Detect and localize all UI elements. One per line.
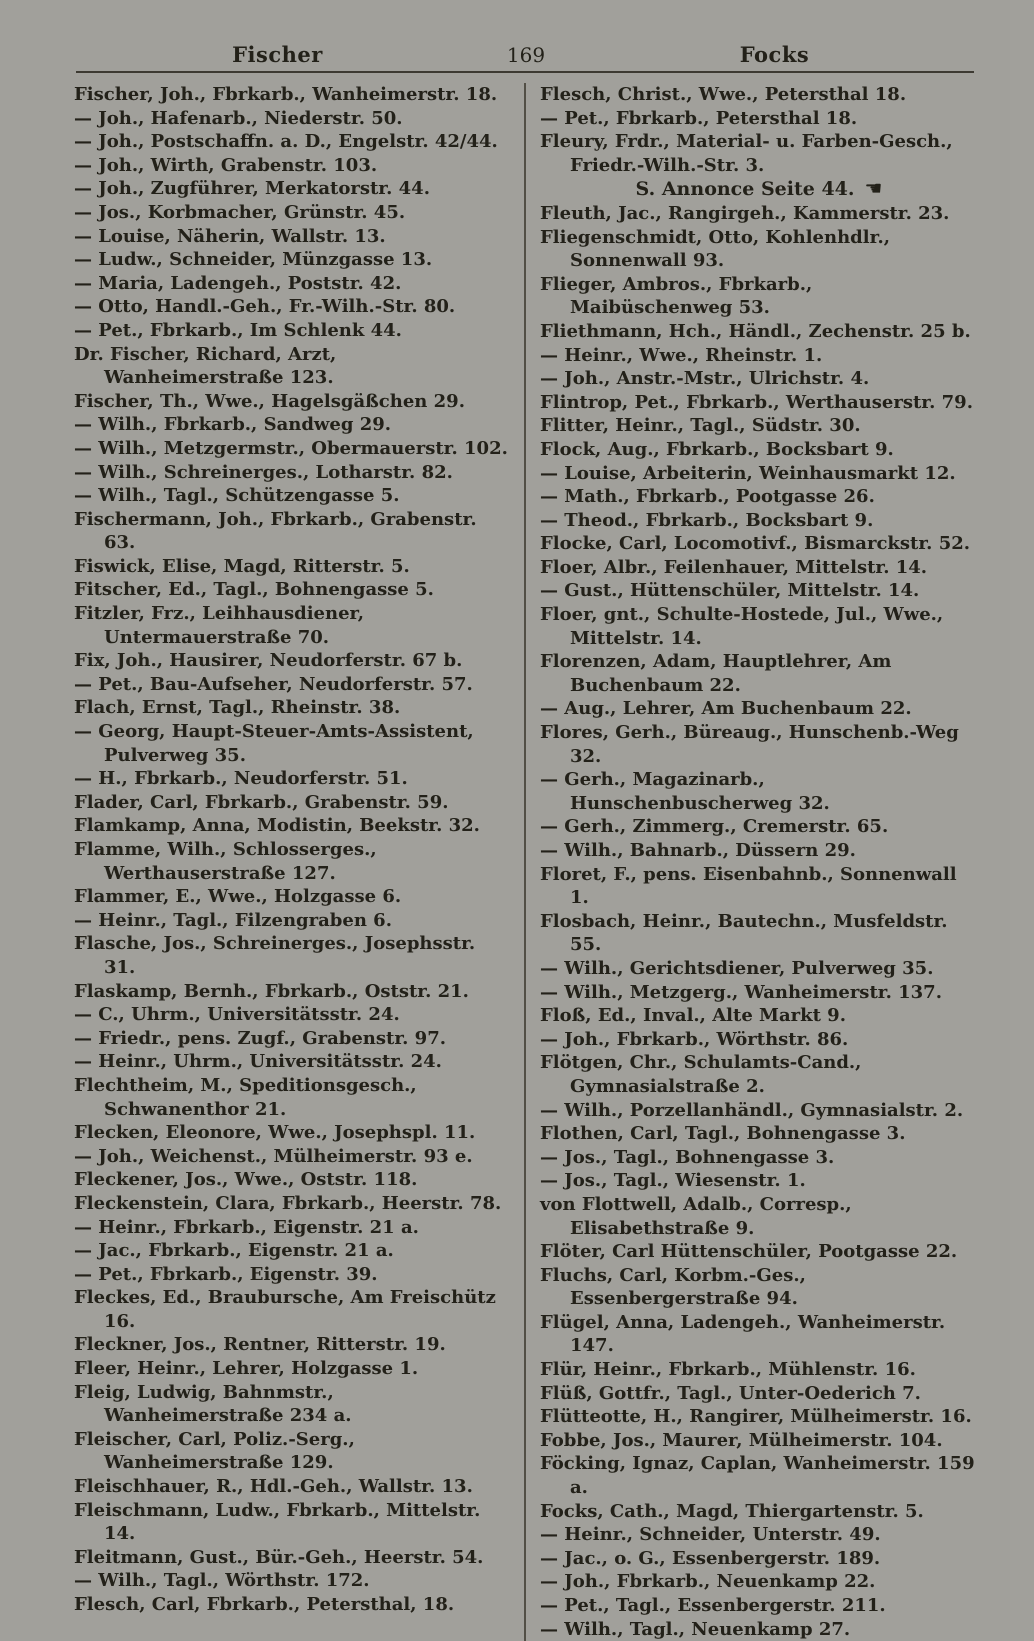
directory-entry bbox=[74, 1428, 512, 1475]
directory-entry bbox=[74, 1499, 512, 1546]
directory-entry bbox=[540, 1358, 978, 1382]
entry-text: — Heinr., Fbrkarb., Eigenstr. 21 a. bbox=[74, 1216, 419, 1238]
entry-text: — Louise, Arbeiterin, Weinhausmarkt 12. bbox=[540, 462, 956, 484]
entry-text: — Louise, Näherin, Wallstr. 13. bbox=[74, 225, 386, 247]
entry-text: — Friedr., pens. Zugf., Grabenstr. 97. bbox=[74, 1027, 446, 1049]
entry-text: Fliegenschmidt, Otto, Kohlenhdlr., Sonnenwall 93. bbox=[540, 226, 890, 272]
directory-column-right bbox=[526, 83, 978, 1641]
directory-entry bbox=[74, 177, 512, 201]
entry-text: Fischer, Joh., Fbrkarb., Wanheimerstr. 18. bbox=[74, 84, 498, 105]
directory-entry bbox=[74, 814, 512, 838]
entry-text: Flür, Heinr., Fbrkarb., Mühlenstr. 16. bbox=[540, 1359, 916, 1381]
entry-text: — Jos., Tagl., Wiesenstr. 1. bbox=[540, 1170, 806, 1192]
entry-text: — Aug., Lehrer, Am Buchenbaum 22. bbox=[540, 698, 912, 720]
entry-text: Flosbach, Heinr., Bautechn., Musfeldstr. 55. bbox=[540, 910, 948, 956]
entry-text: Flock, Aug., Fbrkarb., Bocksbart 9. bbox=[540, 438, 894, 460]
header-rule bbox=[76, 71, 974, 73]
directory-entry bbox=[540, 130, 978, 177]
directory-entry bbox=[540, 839, 978, 863]
directory-entry bbox=[74, 130, 512, 154]
directory-entry bbox=[540, 957, 978, 981]
directory-entry bbox=[540, 83, 978, 107]
directory-entry bbox=[74, 1003, 512, 1027]
entry-text: — Wilh., Tagl., Wörthstr. 172. bbox=[74, 1570, 370, 1592]
entry-text: — Wilh., Tagl., Schützengasse 5. bbox=[74, 485, 400, 507]
directory-entry bbox=[540, 1004, 978, 1028]
directory-entry bbox=[74, 107, 512, 131]
directory-entry bbox=[540, 532, 978, 556]
directory-entry bbox=[74, 508, 512, 555]
directory-entry bbox=[74, 295, 512, 319]
entry-text: — Pet., Bau-Aufseher, Neudorferstr. 57. bbox=[74, 673, 473, 695]
entry-text: Fobbe, Jos., Maurer, Mülheimerstr. 104. bbox=[540, 1429, 943, 1451]
directory-columns bbox=[74, 83, 978, 1641]
entry-text: — Gerh., Magazinarb., Hunschenbuscherweg 32. bbox=[540, 769, 830, 814]
entry-text: Floer, Albr., Feilenhauer, Mittelstr. 14. bbox=[540, 556, 928, 578]
directory-entry bbox=[540, 438, 978, 462]
directory-entry bbox=[540, 273, 978, 320]
directory-entry bbox=[540, 391, 978, 415]
entry-text: — Wilh., Tagl., Neuenkamp 27. bbox=[540, 1618, 851, 1640]
directory-entry bbox=[540, 320, 978, 344]
entry-text: Fleitmann, Gust., Bür.-Geh., Heerstr. 54. bbox=[74, 1546, 484, 1568]
entry-text: — Heinr., Uhrm., Universitätsstr. 24. bbox=[74, 1051, 442, 1073]
directory-entry bbox=[540, 1311, 978, 1358]
entry-text: — Gerh., Zimmerg., Cremerstr. 65. bbox=[540, 816, 889, 838]
entry-text: Flores, Gerh., Büreaug., Hunschenb.-Weg 32. bbox=[540, 722, 959, 767]
entry-text: Flintrop, Pet., Fbrkarb., Werthauserstr. 79. bbox=[540, 391, 973, 413]
directory-entry bbox=[540, 721, 978, 768]
directory-entry bbox=[540, 414, 978, 438]
directory-entry bbox=[540, 226, 978, 273]
entry-text: Fleig, Ludwig, Bahnmstr., Wanheimerstraße 234 a. bbox=[74, 1381, 352, 1427]
directory-entry bbox=[74, 791, 512, 815]
entry-text: — Joh., Fbrkarb., Neuenkamp 22. bbox=[540, 1571, 876, 1593]
directory-entry bbox=[74, 154, 512, 178]
entry-text: — C., Uhrm., Universitätsstr. 24. bbox=[74, 1004, 400, 1026]
entry-text: Flasche, Jos., Schreinerges., Josephsstr. 31. bbox=[74, 933, 476, 978]
directory-entry bbox=[74, 413, 512, 437]
manicule-icon: ☚ bbox=[864, 176, 883, 201]
directory-entry bbox=[74, 461, 512, 485]
directory-entry bbox=[74, 1050, 512, 1074]
directory-entry bbox=[74, 1546, 512, 1570]
directory-entry bbox=[74, 272, 512, 296]
entry-text: — Pet., Tagl., Essenbergerstr. 211. bbox=[540, 1595, 886, 1616]
entry-text: — Joh., Hafenarb., Niederstr. 50. bbox=[74, 107, 403, 129]
directory-entry bbox=[74, 932, 512, 979]
entry-text: Fleischmann, Ludw., Fbrkarb., Mittelstr. 14. bbox=[74, 1499, 481, 1545]
directory-entry bbox=[74, 649, 512, 673]
directory-entry bbox=[74, 1239, 512, 1263]
entry-text: Dr. Fischer, Richard, Arzt, Wanheimerstraße 123. bbox=[74, 343, 337, 389]
entry-text: — Joh., Zugführer, Merkatorstr. 44. bbox=[74, 178, 430, 200]
entry-text: Fischermann, Joh., Fbrkarb., Grabenstr. 63. bbox=[74, 508, 477, 554]
directory-entry bbox=[74, 720, 512, 767]
directory-entry bbox=[74, 1074, 512, 1121]
directory-entry bbox=[540, 1547, 978, 1571]
entry-text: — Joh., Anstr.-Mstr., Ulrichstr. 4. bbox=[540, 368, 870, 390]
directory-entry bbox=[540, 1264, 978, 1311]
entry-text: — Joh., Postschaffn. a. D., Engelstr. 42/44. bbox=[74, 131, 498, 153]
entry-text: — Joh., Weichenst., Mülheimerstr. 93 e. bbox=[74, 1145, 473, 1167]
directory-entry bbox=[74, 1145, 512, 1169]
directory-entry bbox=[540, 1099, 978, 1123]
directory-entry bbox=[74, 1168, 512, 1192]
directory-entry bbox=[540, 1429, 978, 1453]
entry-text: Flammer, E., Wwe., Holzgasse 6. bbox=[74, 886, 402, 908]
entry-text: Florenzen, Adam, Hauptlehrer, Am Buchenbaum 22. bbox=[540, 651, 892, 696]
entry-text: — Heinr., Wwe., Rheinstr. 1. bbox=[540, 344, 823, 366]
page-number: 169 bbox=[506, 43, 546, 67]
directory-entry bbox=[540, 1382, 978, 1406]
entry-text: Flütteotte, H., Rangirer, Mülheimerstr. 16. bbox=[540, 1406, 972, 1428]
entry-text: Flesch, Carl, Fbrkarb., Petersthal, 18. bbox=[74, 1594, 455, 1615]
entry-text: Flesch, Christ., Wwe., Petersthal 18. bbox=[540, 84, 907, 105]
entry-text: Flieger, Ambros., Fbrkarb., Maibüschenweg 53. bbox=[540, 273, 813, 319]
entry-text: — Jac., Fbrkarb., Eigenstr. 21 a. bbox=[74, 1240, 394, 1262]
directory-entry bbox=[74, 673, 512, 697]
entry-text: Fleckner, Jos., Rentner, Ritterstr. 19. bbox=[74, 1334, 446, 1356]
entry-text: — Gust., Hüttenschüler, Mittelstr. 14. bbox=[540, 580, 920, 602]
entry-text: — Wilh., Bahnarb., Düssern 29. bbox=[540, 840, 856, 861]
directory-entry bbox=[540, 107, 978, 131]
directory-entry bbox=[74, 1333, 512, 1357]
entry-text: Flitter, Heinr., Tagl., Südstr. 30. bbox=[540, 415, 861, 437]
directory-entry bbox=[540, 1500, 978, 1524]
directory-entry bbox=[74, 437, 512, 461]
entry-text: Fleckenstein, Clara, Fbrkarb., Heerstr. 78. bbox=[74, 1192, 502, 1214]
entry-text: — Wilh., Gerichtsdiener, Pulverweg 35. bbox=[540, 957, 934, 979]
entry-text: Floß, Ed., Inval., Alte Markt 9. bbox=[540, 1005, 846, 1027]
directory-entry bbox=[74, 555, 512, 579]
entry-text: — Wilh., Fbrkarb., Sandweg 29. bbox=[74, 414, 392, 436]
entry-text: — Maria, Ladengeh., Poststr. 42. bbox=[74, 272, 402, 294]
directory-entry bbox=[540, 1405, 978, 1429]
entry-text: — Jac., o. G., Essenbergerstr. 189. bbox=[540, 1547, 881, 1569]
directory-entry bbox=[74, 767, 512, 791]
directory-entry bbox=[74, 1475, 512, 1499]
entry-text: — Pet., Fbrkarb., Im Schlenk 44. bbox=[74, 319, 402, 341]
directory-entry bbox=[540, 1523, 978, 1547]
directory-entry bbox=[540, 367, 978, 391]
entry-text: Flöter, Carl Hüttenschüler, Pootgasse 22. bbox=[540, 1241, 958, 1263]
entry-text: Focks, Cath., Magd, Thiergartenstr. 5. bbox=[540, 1500, 924, 1522]
directory-entry bbox=[540, 344, 978, 368]
directory-entry bbox=[540, 910, 978, 957]
entry-text: — Math., Fbrkarb., Pootgasse 26. bbox=[540, 486, 875, 508]
directory-entry bbox=[74, 225, 512, 249]
directory-column-left bbox=[74, 83, 526, 1641]
entry-text: Flecken, Eleonore, Wwe., Josephspl. 11. bbox=[74, 1122, 476, 1144]
entry-text: S. Annonce Seite 44. bbox=[635, 178, 855, 201]
directory-entry bbox=[540, 1122, 978, 1146]
entry-text: Flötgen, Chr., Schulamts-Cand., Gymnasialstraße 2. bbox=[540, 1052, 862, 1097]
entry-text: — Joh., Wirth, Grabenstr. 103. bbox=[74, 154, 378, 176]
entry-text: Flechtheim, M., Speditionsgesch., Schwanenthor 21. bbox=[74, 1074, 417, 1120]
entry-text: — Jos., Tagl., Bohnengasse 3. bbox=[540, 1146, 835, 1168]
entry-text: — Wilh., Metzgermstr., Obermauerstr. 102. bbox=[74, 437, 508, 459]
entry-text: Flaskamp, Bernh., Fbrkarb., Oststr. 21. bbox=[74, 980, 469, 1002]
entry-text: Flamme, Wilh., Schlosserges., Werthauserstraße 127. bbox=[74, 839, 377, 884]
directory-entry bbox=[540, 1193, 978, 1240]
entry-text: Fliethmann, Hch., Händl., Zechenstr. 25 b. bbox=[540, 320, 971, 342]
entry-text: — Wilh., Schreinerges., Lotharstr. 82. bbox=[74, 461, 453, 483]
entry-text: — Wilh., Metzgerg., Wanheimerstr. 137. bbox=[540, 981, 942, 1003]
entry-text: Flothen, Carl, Tagl., Bohnengasse 3. bbox=[540, 1123, 906, 1145]
directory-entry bbox=[540, 1028, 978, 1052]
directory-entry bbox=[74, 484, 512, 508]
directory-entry bbox=[540, 462, 978, 486]
entry-text: Fitzler, Frz., Leihhausdiener, Untermauerstraße 70. bbox=[74, 603, 364, 648]
directory-entry bbox=[74, 319, 512, 343]
entry-text: Föcking, Ignaz, Caplan, Wanheimerstr. 159 a. bbox=[540, 1453, 975, 1499]
directory-entry bbox=[540, 1452, 978, 1499]
entry-text: Fiswick, Elise, Magd, Ritterstr. 5. bbox=[74, 555, 410, 577]
page-header bbox=[74, 42, 978, 67]
entry-text: Flamkamp, Anna, Modistin, Beekstr. 32. bbox=[74, 815, 480, 837]
directory-entry bbox=[540, 1146, 978, 1170]
directory-entry bbox=[540, 981, 978, 1005]
entry-text: von Flottwell, Adalb., Corresp., Elisabethstraße 9. bbox=[540, 1193, 852, 1239]
entry-text: Flach, Ernst, Tagl., Rheinstr. 38. bbox=[74, 697, 401, 719]
entry-text: Fleer, Heinr., Lehrer, Holzgasse 1. bbox=[74, 1358, 419, 1380]
entry-text: Flocke, Carl, Locomotivf., Bismarckstr. 52. bbox=[540, 533, 971, 555]
entry-text: Flader, Carl, Fbrkarb., Grabenstr. 59. bbox=[74, 791, 449, 813]
entry-text: Flüß, Gottfr., Tagl., Unter-Oederich 7. bbox=[540, 1382, 921, 1404]
directory-entry bbox=[540, 768, 978, 815]
directory-entry bbox=[540, 815, 978, 839]
directory-entry bbox=[540, 202, 978, 226]
entry-text: Fleuth, Jac., Rangirgeh., Kammerstr. 23. bbox=[540, 202, 950, 224]
directory-entry bbox=[540, 579, 978, 603]
directory-entry bbox=[74, 83, 512, 107]
directory-entry bbox=[74, 1286, 512, 1333]
directory-entry bbox=[540, 1051, 978, 1098]
entry-text: Fleischhauer, R., Hdl.-Geh., Wallstr. 13. bbox=[74, 1476, 473, 1498]
entry-text: Fluchs, Carl, Korbm.-Ges., Essenbergerstraße 94. bbox=[540, 1264, 806, 1310]
directory-entry bbox=[74, 390, 512, 414]
directory-entry bbox=[74, 885, 512, 909]
entry-text: Fitscher, Ed., Tagl., Bohnengasse 5. bbox=[74, 579, 434, 601]
entry-text: — Theod., Fbrkarb., Bocksbart 9. bbox=[540, 509, 874, 531]
directory-entry bbox=[74, 578, 512, 602]
running-title-right: Focks bbox=[739, 42, 810, 67]
directory-entry bbox=[540, 650, 978, 697]
directory-entry bbox=[540, 485, 978, 509]
entry-text: — Heinr., Tagl., Filzengraben 6. bbox=[74, 909, 392, 931]
entry-text: — Jos., Korbmacher, Grünstr. 45. bbox=[74, 201, 406, 223]
entry-text: — Heinr., Schneider, Unterstr. 49. bbox=[540, 1524, 881, 1546]
entry-text: Fleischer, Carl, Poliz.-Serg., Wanheimerstraße 129. bbox=[74, 1428, 355, 1474]
directory-entry bbox=[540, 603, 978, 650]
directory-entry bbox=[74, 838, 512, 885]
annonce-note bbox=[540, 177, 978, 202]
directory-entry bbox=[74, 696, 512, 720]
directory-entry bbox=[74, 1216, 512, 1240]
directory-entry bbox=[540, 697, 978, 721]
directory-entry bbox=[540, 509, 978, 533]
entry-text: — Otto, Handl.-Geh., Fr.-Wilh.-Str. 80. bbox=[74, 296, 456, 318]
directory-entry bbox=[540, 1240, 978, 1264]
directory-entry bbox=[74, 1381, 512, 1428]
directory-entry bbox=[540, 1594, 978, 1618]
directory-entry bbox=[74, 1357, 512, 1381]
directory-entry bbox=[540, 556, 978, 580]
entry-text: — H., Fbrkarb., Neudorferstr. 51. bbox=[74, 768, 408, 790]
entry-text: Floret, F., pens. Eisenbahnb., Sonnenwall 1. bbox=[540, 863, 957, 909]
directory-entry bbox=[540, 863, 978, 910]
entry-text: Fischer, Th., Wwe., Hagelsgäßchen 29. bbox=[74, 390, 465, 412]
entry-text: Fleckes, Ed., Braubursche, Am Freischütz 16. bbox=[74, 1287, 496, 1332]
directory-entry bbox=[74, 248, 512, 272]
directory-entry bbox=[540, 1169, 978, 1193]
entry-text: — Georg, Haupt-Steuer-Amts-Assistent, Pulverweg 35. bbox=[74, 721, 474, 766]
entry-text: Fix, Joh., Hausirer, Neudorferstr. 67 b. bbox=[74, 650, 463, 672]
entry-text: Fleury, Frdr., Material- u. Farben-Gesch., Friedr.-Wilh.-Str. 3. bbox=[540, 131, 953, 176]
entry-text: Flügel, Anna, Ladengeh., Wanheimerstr. 147. bbox=[540, 1311, 946, 1357]
entry-text: — Pet., Fbrkarb., Eigenstr. 39. bbox=[74, 1263, 378, 1285]
directory-entry bbox=[74, 909, 512, 933]
entry-text: — Joh., Fbrkarb., Wörthstr. 86. bbox=[540, 1028, 849, 1050]
entry-text: — Wilh., Porzellanhändl., Gymnasialstr. 2. bbox=[540, 1099, 964, 1121]
entry-text: — Ludw., Schneider, Münzgasse 13. bbox=[74, 249, 433, 271]
directory-entry bbox=[540, 1570, 978, 1594]
directory-entry bbox=[74, 602, 512, 649]
directory-entry bbox=[74, 1027, 512, 1051]
directory-entry bbox=[74, 343, 512, 390]
directory-entry bbox=[540, 1618, 978, 1641]
directory-entry bbox=[74, 980, 512, 1004]
directory-entry bbox=[74, 1263, 512, 1287]
entry-text: Floer, gnt., Schulte-Hostede, Jul., Wwe., Mittelstr. 14. bbox=[540, 604, 944, 649]
entry-text: Fleckener, Jos., Wwe., Oststr. 118. bbox=[74, 1169, 418, 1191]
directory-entry bbox=[74, 1569, 512, 1593]
running-title-left: Fischer bbox=[232, 42, 323, 67]
directory-entry bbox=[74, 1192, 512, 1216]
directory-entry bbox=[74, 1121, 512, 1145]
directory-entry bbox=[74, 1593, 512, 1617]
directory-entry bbox=[74, 201, 512, 225]
entry-text: — Pet., Fbrkarb., Petersthal 18. bbox=[540, 107, 858, 129]
